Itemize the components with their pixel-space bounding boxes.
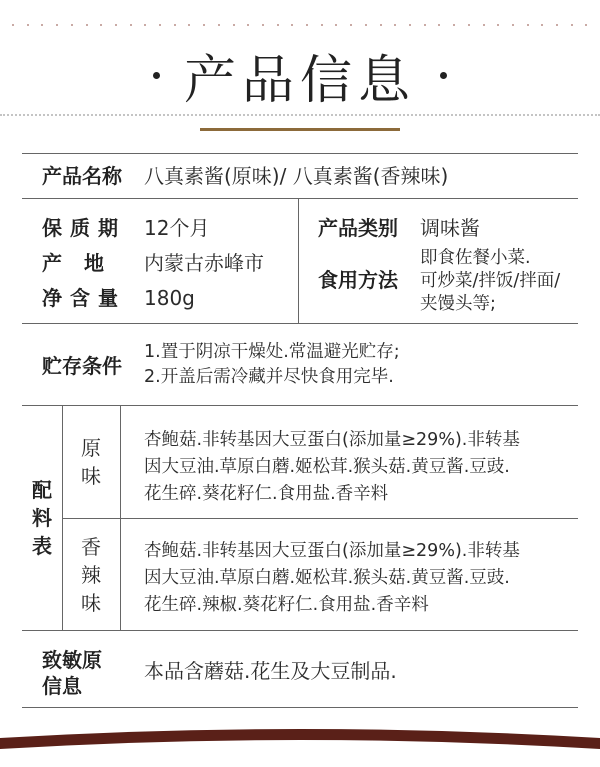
border-dot [571,24,573,26]
border-dot [27,24,29,26]
row-divider [22,323,578,324]
origin-value: 内蒙古赤峰市 [144,251,264,275]
category-label: 产品类别 [318,216,398,240]
border-dot [262,24,264,26]
product-name-label: 产品名称 [42,164,122,188]
border-dot [86,24,88,26]
usage-label: 食用方法 [318,268,398,292]
title-underline [200,128,400,131]
border-dot [130,24,132,26]
storage-line: 2.开盖后需冷藏并尽快食用完毕. [144,367,394,387]
border-dot [453,24,455,26]
product-name-value: 八真素酱(原味)/ 八真素酱(香辣味) [144,164,449,188]
original-ingredients-text: 杏鲍菇.非转基因大豆蛋白(添加量≥29%).非转基因大豆油.草原白蘑.姬松茸.猴头菇.黄豆酱.豆豉.花生碎.葵花籽仁.食用盐.香辛料 [144,430,520,504]
row-divider [22,198,578,199]
border-dot [541,24,543,26]
border-dot [306,24,308,26]
title-left-bullet [153,72,160,79]
border-dot [56,24,58,26]
border-dot [438,24,440,26]
border-dot [527,24,529,26]
bottom-wave-decoration [0,712,600,767]
border-dot [247,24,249,26]
border-dot [512,24,514,26]
border-dot [585,24,587,26]
border-dot [497,24,499,26]
border-dot [468,24,470,26]
border-dot [424,24,426,26]
border-dot [174,24,176,26]
border-dot [233,24,235,26]
border-dot [115,24,117,26]
title-right-bullet [440,72,447,79]
column-divider [120,405,121,630]
title-block [0,40,600,110]
border-dot [144,24,146,26]
title-dotted-divider [0,114,600,116]
usage-line: 夹馒头等; [420,294,496,314]
border-dot [188,24,190,26]
spicy-flavor-label: 香辣味 [81,535,101,615]
storage-line: 1.置于阴凉干燥处.常温避光贮存; [144,342,400,362]
storage-label: 贮存条件 [42,354,122,378]
border-dot [71,24,73,26]
border-dot [321,24,323,26]
row-divider [22,630,578,631]
border-dot [365,24,367,26]
top-dot-border [0,24,600,26]
ingredients-label: 配料表 [32,478,52,558]
border-dot [159,24,161,26]
border-dot [409,24,411,26]
row-divider [22,405,578,406]
net-weight-value: 180g [144,286,195,310]
usage-line: 可炒菜/拌饭/拌面/ [420,271,561,291]
page-title: 产品信息 [183,50,416,111]
allergen-value: 本品含蘑菇.花生及大豆制品. [144,659,397,683]
border-dot [380,24,382,26]
net-weight-label: 净含量 [42,286,126,310]
border-dot [277,24,279,26]
table-bottom-rule [22,707,578,708]
category-value: 调味酱 [420,216,480,240]
allergen-label: 致敏原信息 [42,648,102,698]
border-dot [41,24,43,26]
spicy-ingredients-text: 杏鲍菇.非转基因大豆蛋白(添加量≥29%).非转基因大豆油.草原白蘑.姬松茸.猴头菇.黄豆酱.豆豉.花生碎.辣椒.葵花籽仁.食用盐.香辛料 [144,541,520,615]
column-divider [298,198,299,323]
shelf-life-value: 12个月 [144,216,210,240]
border-dot [218,24,220,26]
border-dot [203,24,205,26]
border-dot [350,24,352,26]
shelf-life-label: 保质期 [42,216,126,240]
border-dot [483,24,485,26]
origin-label: 产地 [42,251,126,275]
border-dot [394,24,396,26]
border-dot [12,24,14,26]
border-dot [335,24,337,26]
border-dot [100,24,102,26]
border-dot [556,24,558,26]
usage-line: 即食佐餐小菜. [420,248,531,268]
border-dot [291,24,293,26]
table-top-rule [22,153,578,154]
original-flavor-label: 原味 [81,436,101,488]
column-divider [62,405,63,630]
ingredient-divider [62,518,578,519]
